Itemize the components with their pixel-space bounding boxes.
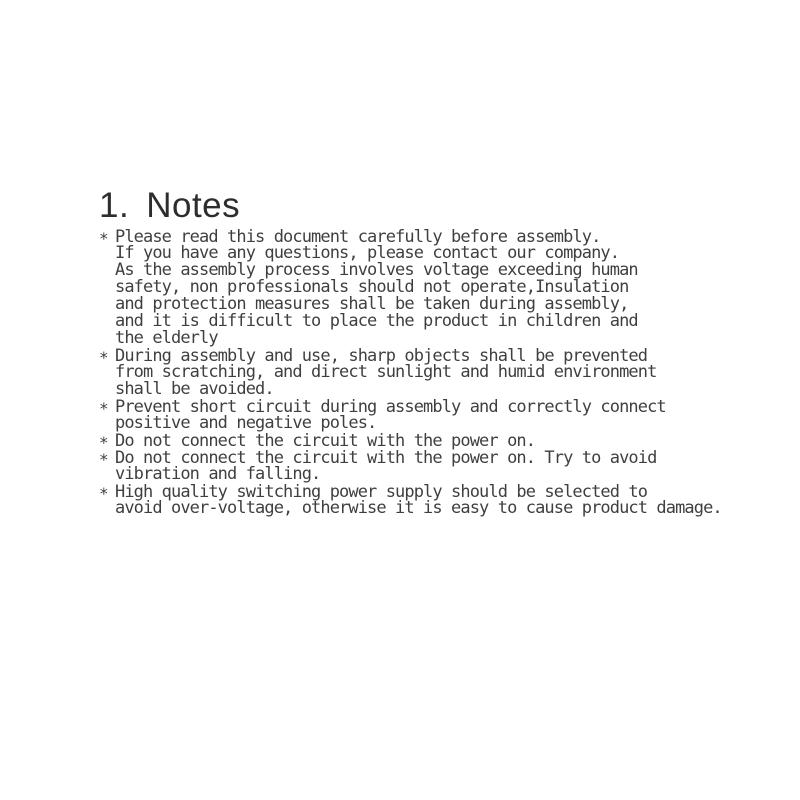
note-item xyxy=(99,431,722,452)
note-line xyxy=(99,330,722,347)
note-item xyxy=(99,347,722,398)
bullet-asterisk: * xyxy=(99,229,108,248)
note-line xyxy=(99,500,722,517)
note-line-text: avoid over-voltage, otherwise it is easy to cause product damage. xyxy=(115,498,722,518)
bullet-asterisk: * xyxy=(99,348,108,367)
note-line-text: Do not connect the circuit with the power on. xyxy=(115,431,536,451)
bullet-asterisk: * xyxy=(99,399,108,418)
note-line-text: and it is difficult to place the product in children and xyxy=(115,311,638,331)
section-title-text: Notes xyxy=(146,186,241,225)
note-item xyxy=(99,483,722,517)
note-line xyxy=(99,431,722,452)
note-line-text: shall be avoided. xyxy=(115,379,274,399)
note-line-text: positive and negative poles. xyxy=(115,413,377,433)
note-line-text: and protection measures shall be taken during assembly, xyxy=(115,294,629,314)
notes-list xyxy=(99,228,722,517)
bullet-asterisk: * xyxy=(99,450,108,469)
note-line-text: Please read this document carefully before assembly. xyxy=(115,227,601,247)
note-line-text: Do not connect the circuit with the power on. Try to avoid xyxy=(115,448,657,468)
bullet-asterisk: * xyxy=(99,433,108,452)
note-item xyxy=(99,449,722,483)
note-line xyxy=(99,415,722,432)
note-line xyxy=(99,466,722,483)
note-line-text: safety, non professionals should not operate,Insulation xyxy=(115,277,629,297)
note-item xyxy=(99,228,722,347)
note-line-text: Prevent short circuit during assembly and correctly connect xyxy=(115,397,666,417)
bullet-asterisk: * xyxy=(99,484,108,503)
note-item xyxy=(99,398,722,432)
note-line-text: the elderly xyxy=(115,328,218,348)
page-title xyxy=(99,188,240,223)
note-line xyxy=(99,381,722,398)
note-line-text: High quality switching power supply should be selected to xyxy=(115,482,648,502)
note-line-text: During assembly and use, sharp objects shall be prevented xyxy=(115,346,648,366)
note-line-text: vibration and falling. xyxy=(115,464,321,484)
section-number: 1. xyxy=(99,186,130,225)
note-line-text: As the assembly process involves voltage exceeding human xyxy=(115,260,638,280)
note-line-text: from scratching, and direct sunlight and humid environment xyxy=(115,362,657,382)
note-line-text: If you have any questions, please contact our company. xyxy=(115,243,620,263)
